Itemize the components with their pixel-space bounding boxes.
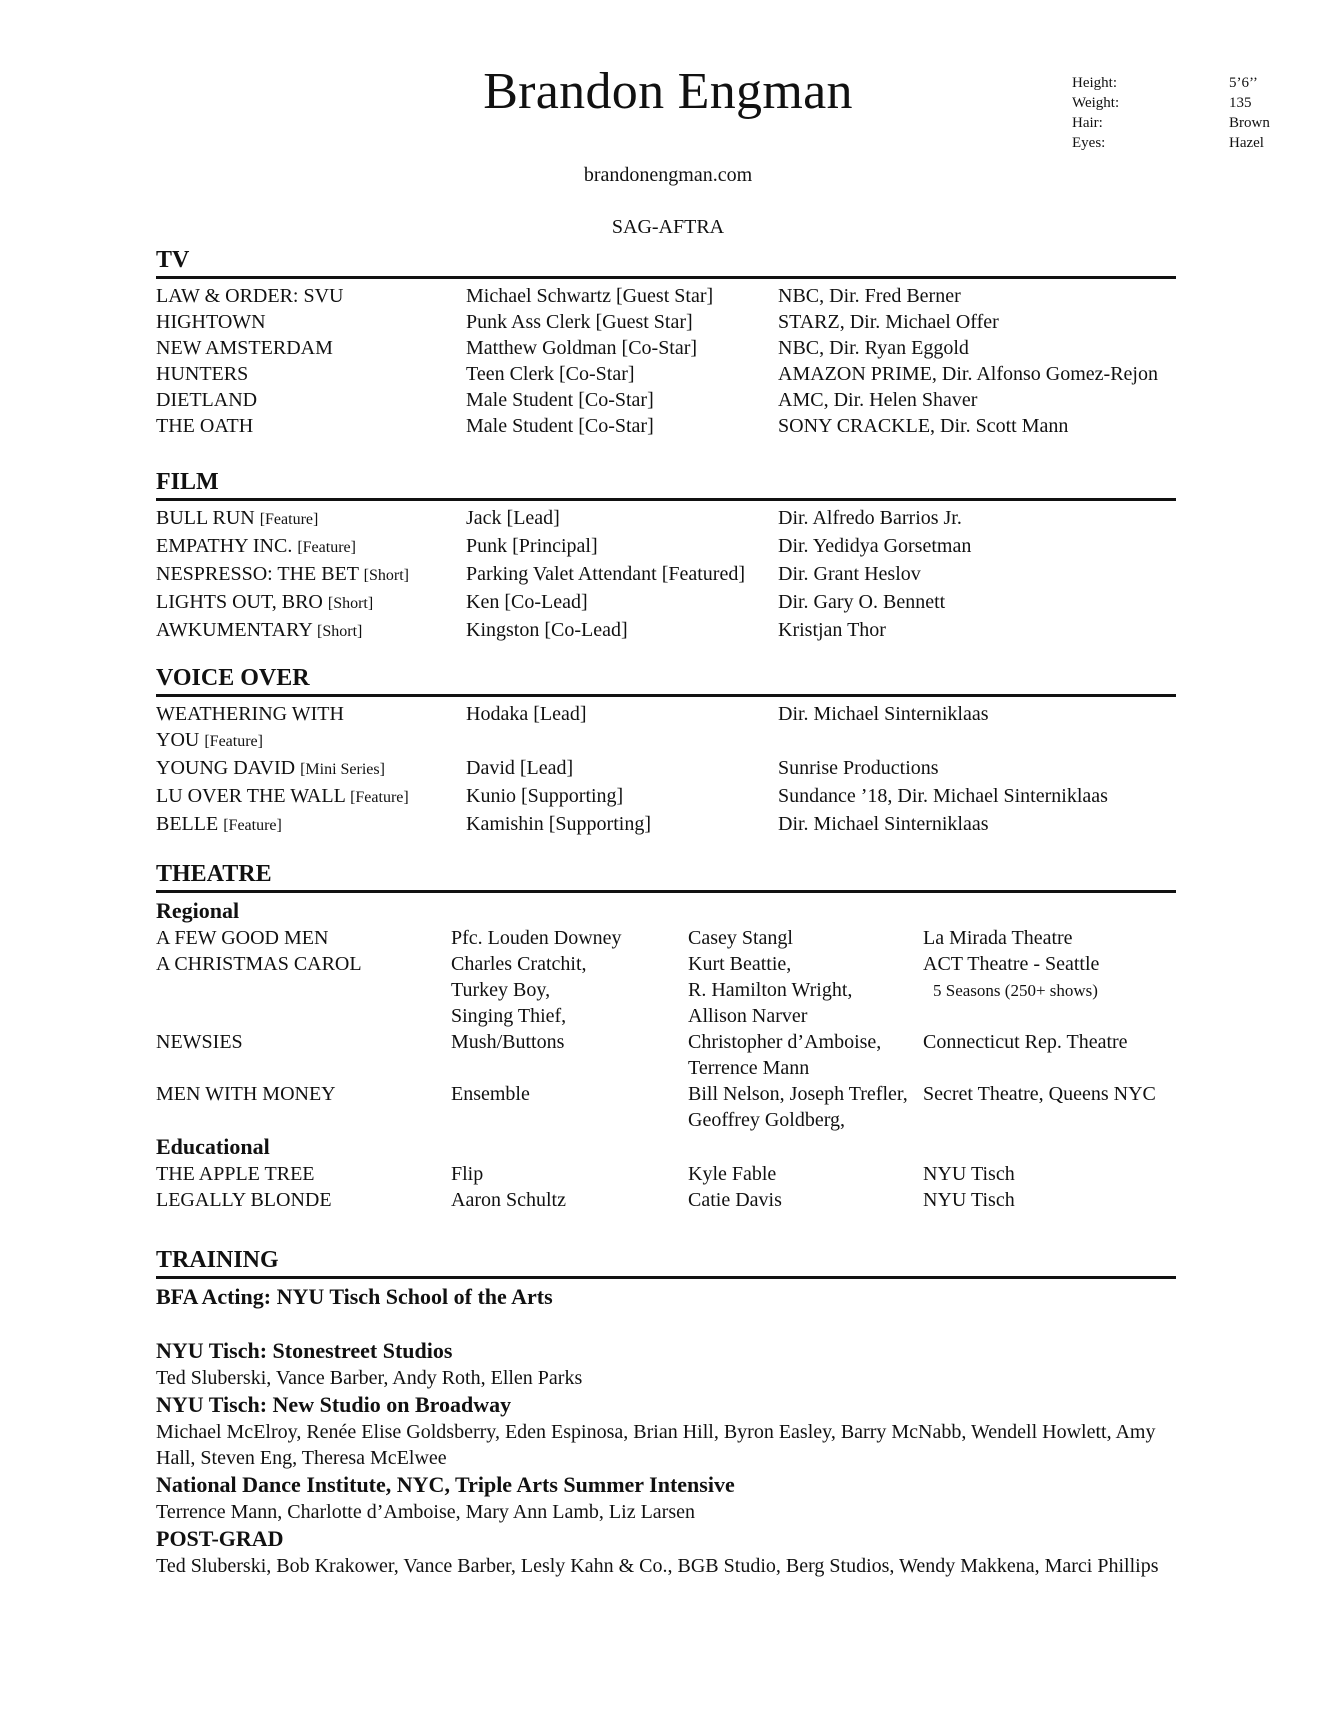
credit-title: NEWSIES — [156, 1031, 243, 1053]
section-heading-tv: TV — [156, 246, 1176, 279]
credit-row — [156, 533, 1176, 561]
credit-role: Male Student [Co-Star] — [466, 389, 654, 411]
credit-role: Pfc. Louden Downey — [451, 927, 622, 949]
credit-director: Kurt Beattie, R. Hamilton Wright, Allison Narver — [688, 953, 853, 1027]
credit-role: Matthew Goldman [Co-Star] — [466, 337, 698, 359]
credit-title: THE APPLE TREE — [156, 1163, 315, 1185]
stat-label: Height: — [1072, 75, 1117, 91]
credit-role: Teen Clerk [Co-Star] — [466, 363, 635, 385]
credit-role: Kamishin [Supporting] — [466, 813, 651, 835]
stat-value: 5’6’’ — [1229, 75, 1258, 91]
credit-info: Dir. Gary O. Bennett — [778, 591, 946, 613]
credit-row — [156, 589, 1176, 617]
credit-title-text: EMPATHY INC. — [156, 535, 293, 557]
credit-row — [156, 811, 1176, 839]
credit-type-tag: [Mini Series] — [300, 761, 385, 778]
credit-row — [156, 505, 1176, 533]
credit-role: Michael Schwartz [Guest Star] — [466, 285, 714, 307]
credit-title: MEN WITH MONEY — [156, 1083, 336, 1105]
credit-type-tag: [Feature] — [297, 539, 356, 556]
credit-row — [156, 783, 1176, 811]
stat-eyes — [1072, 133, 1270, 153]
credit-role: Parking Valet Attendant [Featured] — [466, 563, 746, 585]
credit-info: NBC, Dir. Fred Berner — [778, 285, 961, 307]
section-heading-theatre: THEATRE — [156, 860, 1176, 893]
credit-info: AMAZON PRIME, Dir. Alfonso Gomez-Rejon — [778, 363, 1158, 385]
credit-row — [156, 561, 1176, 589]
credit-title: HIGHTOWN — [156, 311, 266, 333]
credit-role: Ensemble — [451, 1083, 530, 1105]
credit-role: Punk [Principal] — [466, 535, 598, 557]
credit-title-text: BELLE — [156, 813, 219, 835]
credit-director: Bill Nelson, Joseph Trefler, Geoffrey Goldberg, — [688, 1083, 908, 1131]
training-heading: POST-GRAD — [156, 1526, 284, 1551]
section-heading-voice-over: VOICE OVER — [156, 664, 1176, 697]
stat-value: Hazel — [1229, 135, 1264, 151]
credit-row — [156, 413, 1176, 439]
credit-info: Dir. Michael Sinterniklaas — [778, 703, 989, 725]
credit-title — [156, 589, 466, 617]
credit-title — [156, 755, 466, 783]
credit-type-tag: [Feature] — [350, 789, 409, 806]
credit-role: Flip — [451, 1163, 484, 1185]
credit-title — [156, 811, 466, 839]
stat-hair — [1072, 113, 1270, 133]
credit-role: Kingston [Co-Lead] — [466, 619, 628, 641]
credit-row — [156, 755, 1176, 783]
training-degree: BFA Acting: NYU Tisch School of the Arts — [156, 1284, 553, 1309]
credit-title: A FEW GOOD MEN — [156, 927, 329, 949]
credit-director: Casey Stangl — [688, 927, 793, 949]
tv-section — [156, 246, 1176, 439]
credit-row — [156, 1081, 1176, 1133]
credit-row — [156, 335, 1176, 361]
credit-info: SONY CRACKLE, Dir. Scott Mann — [778, 415, 1069, 437]
credit-title: LEGALLY BLONDE — [156, 1189, 332, 1211]
credit-title — [156, 533, 466, 561]
credit-title: LAW & ORDER: SVU — [156, 285, 344, 307]
credit-venue: La Mirada Theatre — [923, 927, 1073, 949]
credit-row — [156, 387, 1176, 413]
theatre-section — [156, 860, 1176, 1213]
stats-block — [1072, 73, 1270, 153]
credit-title-text: WEATHERING WITH YOU — [156, 703, 344, 751]
credit-title-text: BULL RUN — [156, 507, 255, 529]
credit-row — [156, 925, 1176, 951]
actor-name: Brandon Engman — [483, 63, 853, 120]
stat-height — [1072, 73, 1270, 93]
credit-role: Charles Cratchit, Turkey Boy, Singing Thief, — [451, 953, 587, 1027]
film-section — [156, 468, 1176, 645]
credit-venue: NYU Tisch — [923, 1189, 1015, 1211]
credit-info: AMC, Dir. Helen Shaver — [778, 389, 978, 411]
credit-info: Dir. Michael Sinterniklaas — [778, 813, 989, 835]
credit-title: A CHRISTMAS CAROL — [156, 953, 362, 975]
credit-role: Kunio [Supporting] — [466, 785, 624, 807]
credit-row — [156, 1161, 1176, 1187]
training-instructors: Michael McElroy, Renée Elise Goldsberry, Eden Espinosa, Brian Hill, Byron Easley, Barry McNabb, Wendell Howlett, Amy Hall, Steven Eng, Theresa McElwee — [156, 1421, 1156, 1469]
credit-type-tag: [Feature] — [204, 733, 263, 750]
credit-venue: NYU Tisch — [923, 1163, 1015, 1185]
stat-label: Eyes: — [1072, 135, 1106, 151]
training-heading: National Dance Institute, NYC, Triple Arts Summer Intensive — [156, 1472, 735, 1497]
credit-type-tag: [Short] — [327, 595, 374, 612]
credit-info: Dir. Grant Heslov — [778, 563, 921, 585]
credit-row — [156, 951, 1176, 1029]
credit-info: Sunrise Productions — [778, 757, 939, 779]
credit-venue — [923, 951, 1176, 1029]
credit-row — [156, 361, 1176, 387]
credit-director: Kyle Fable — [688, 1163, 777, 1185]
credit-title — [156, 783, 466, 811]
credit-note: 5 Seasons (250+ shows) — [933, 981, 1098, 1000]
voice-over-section — [156, 664, 1176, 839]
credit-title: HUNTERS — [156, 363, 249, 385]
credit-info: Dir. Alfredo Barrios Jr. — [778, 507, 962, 529]
subheading-regional: Regional — [156, 898, 240, 923]
credit-venue: Connecticut Rep. Theatre — [923, 1031, 1128, 1053]
section-heading-film: FILM — [156, 468, 1176, 501]
credit-role: Punk Ass Clerk [Guest Star] — [466, 311, 693, 333]
credit-type-tag: [Short] — [317, 623, 363, 640]
credit-type-tag: [Short] — [363, 567, 409, 584]
credit-director: Catie Davis — [688, 1189, 782, 1211]
credit-role: Aaron Schultz — [451, 1189, 566, 1211]
training-instructors: Ted Sluberski, Bob Krakower, Vance Barber, Lesly Kahn & Co., BGB Studio, Berg Studios, Wendy Makkena, Marci Phillips — [156, 1555, 1159, 1577]
credit-title: THE OATH — [156, 415, 254, 437]
credit-venue-text: ACT Theatre - Seattle — [923, 953, 1100, 975]
credit-title-text: LIGHTS OUT, BRO — [156, 591, 323, 613]
credit-title: NEW AMSTERDAM — [156, 337, 333, 359]
credit-title — [156, 617, 466, 645]
spacer — [156, 1311, 1176, 1337]
credit-role: Mush/Buttons — [451, 1031, 565, 1053]
credit-role: David [Lead] — [466, 757, 574, 779]
credit-type-tag: [Feature] — [223, 817, 282, 834]
stat-label: Weight: — [1072, 95, 1120, 111]
credit-role: Male Student [Co-Star] — [466, 415, 654, 437]
website-link[interactable]: brandonengman.com — [583, 164, 753, 186]
credit-director: Christopher d’Amboise, Terrence Mann — [688, 1031, 882, 1079]
credit-role: Hodaka [Lead] — [466, 703, 587, 725]
credit-type-tag: [Feature] — [259, 511, 319, 528]
credit-title-text: LU OVER THE WALL — [156, 785, 346, 807]
credit-role: Ken [Co-Lead] — [466, 591, 588, 613]
training-section — [156, 1246, 1176, 1579]
credit-venue: Secret Theatre, Queens NYC — [923, 1083, 1156, 1105]
credit-title: DIETLAND — [156, 389, 258, 411]
stat-weight — [1072, 93, 1270, 113]
section-heading-training: TRAINING — [156, 1246, 1176, 1279]
credit-row — [156, 617, 1176, 645]
training-heading: NYU Tisch: Stonestreet Studios — [156, 1338, 453, 1363]
stat-value: Brown — [1229, 115, 1270, 131]
credit-row — [156, 309, 1176, 335]
credit-row — [156, 283, 1176, 309]
training-instructors: Terrence Mann, Charlotte d’Amboise, Mary Ann Lamb, Liz Larsen — [156, 1501, 695, 1523]
credit-row — [156, 1029, 1176, 1081]
credit-title-text: YOUNG DAVID — [156, 757, 296, 779]
credit-info: Sundance ’18, Dir. Michael Sinterniklaas — [778, 785, 1108, 807]
credit-role: Jack [Lead] — [466, 507, 560, 529]
stat-label: Hair: — [1072, 115, 1103, 131]
credit-row — [156, 1187, 1176, 1213]
credit-title-text: NESPRESSO: THE BET — [156, 563, 359, 585]
credit-title-text: AWKUMENTARY — [156, 619, 313, 641]
credit-row — [156, 701, 1176, 755]
training-instructors: Ted Sluberski, Vance Barber, Andy Roth, Ellen Parks — [156, 1367, 583, 1389]
credit-title — [156, 505, 466, 533]
training-heading: NYU Tisch: New Studio on Broadway — [156, 1392, 512, 1417]
credit-info: Kristjan Thor — [778, 619, 886, 641]
credit-info: STARZ, Dir. Michael Offer — [778, 311, 999, 333]
credit-info: Dir. Yedidya Gorsetman — [778, 535, 972, 557]
subheading-educational: Educational — [156, 1134, 270, 1159]
credit-title — [156, 701, 466, 755]
credit-info: NBC, Dir. Ryan Eggold — [778, 337, 969, 359]
credit-title — [156, 561, 466, 589]
union-affiliation: SAG-AFTRA — [611, 216, 725, 238]
stat-value: 135 — [1229, 95, 1252, 111]
